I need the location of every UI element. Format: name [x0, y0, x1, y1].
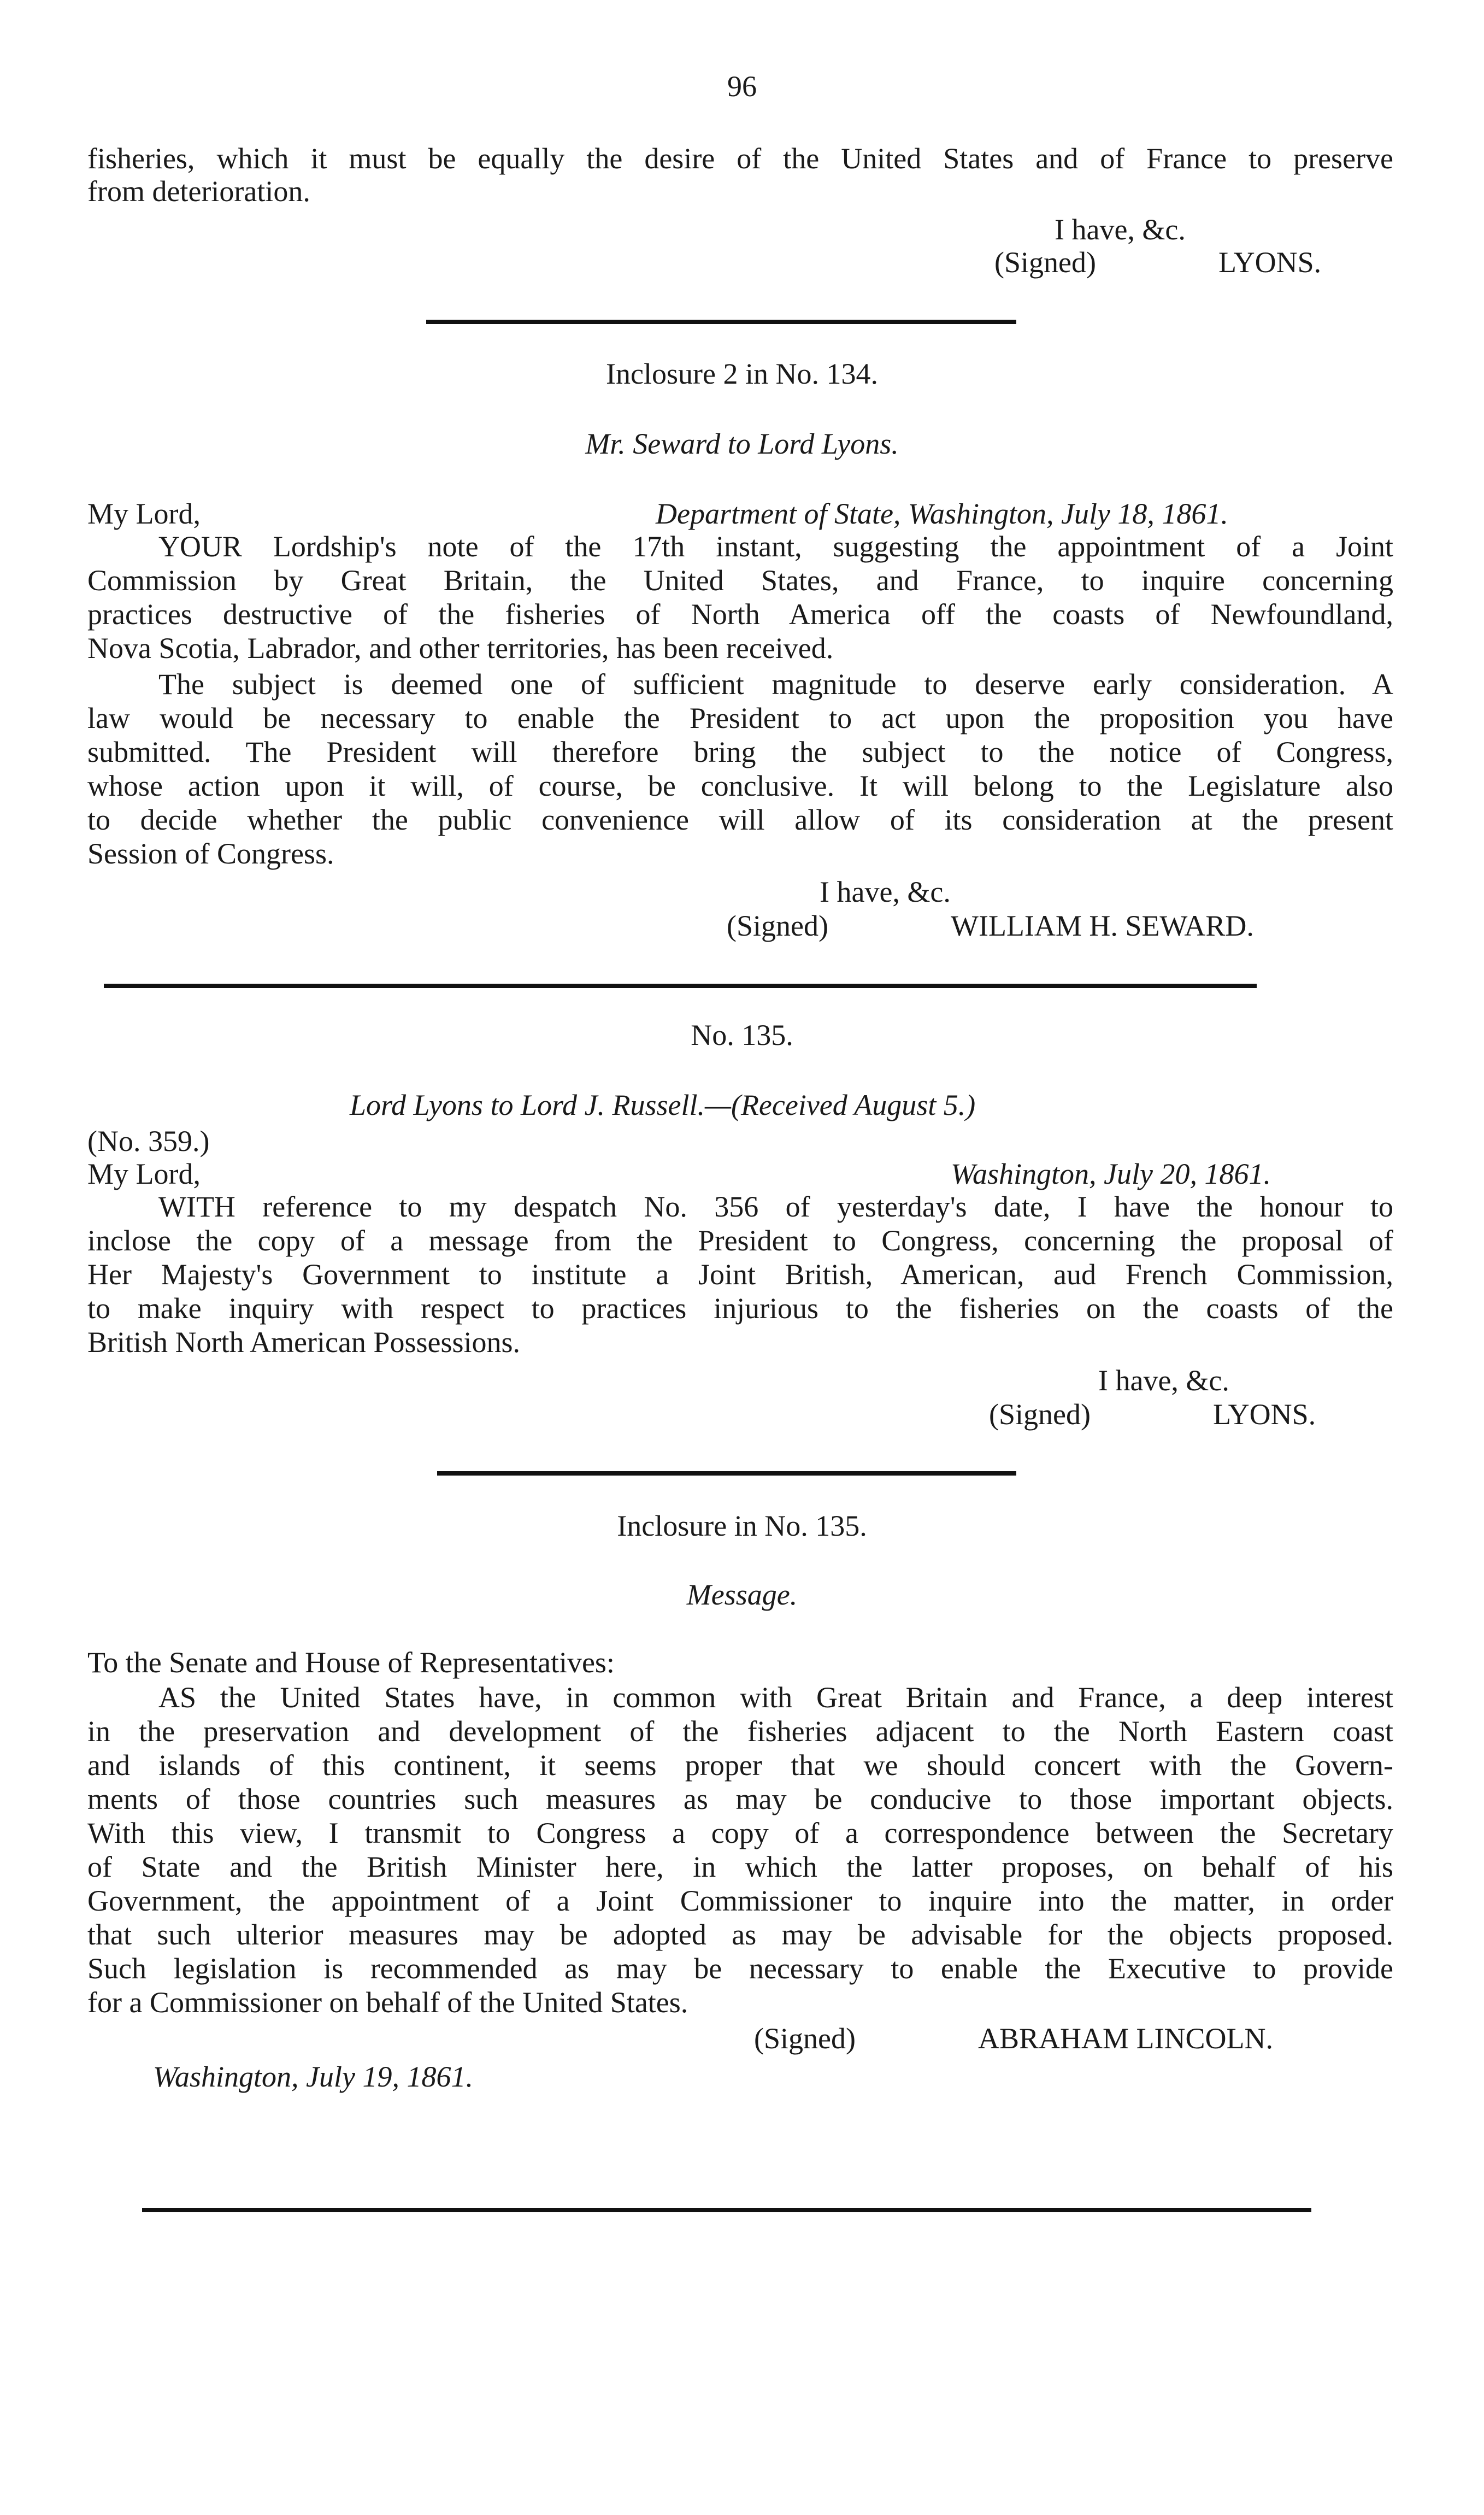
paragraph-line: to decide whether the public convenience will allow of its consideration at the present — [87, 803, 1393, 836]
paragraph-line: inclose the copy of a message from the President to Congress, concerning the proposal of — [87, 1224, 1393, 1257]
paragraph-line: With this view, I transmit to Congress a copy of a correspondence between the Secretary — [87, 1817, 1393, 1849]
paragraph-line: Session of Congress. — [87, 837, 334, 870]
page-number: 96 — [727, 70, 757, 103]
salutation: My Lord, — [87, 1157, 201, 1190]
paragraph-line: Her Majesty's Government to institute a Joint British, American, aud French Commission, — [87, 1258, 1393, 1291]
paragraph-line: ments of those countries such measures as may be conducive to those important objects. — [87, 1783, 1393, 1815]
closing-line: I have, &c. — [820, 875, 951, 908]
dateline: Washington, July 19, 1861. — [153, 2060, 473, 2093]
paragraph-line: YOUR Lordship's note of the 17th instant, suggesting the appointment of a Joint — [158, 530, 1393, 563]
signer-name: WILLIAM H. SEWARD. — [951, 909, 1254, 942]
paragraph-line: Nova Scotia, Labrador, and other territories, has been received. — [87, 632, 834, 665]
paragraph-line: submitted. The President will therefore bring the subject to the notice of Congress, — [87, 736, 1393, 768]
section-divider — [104, 984, 1257, 988]
dispatch-heading: No. 135. — [691, 1019, 793, 1051]
paragraph-line: for a Commissioner on behalf of the United States. — [87, 1986, 688, 2019]
paragraph-line: in the preservation and development of the fisheries adjacent to the North Eastern coast — [87, 1715, 1393, 1748]
salutation: My Lord, — [87, 497, 201, 530]
signer-name: LYONS. — [1213, 1398, 1316, 1431]
salutation: To the Senate and House of Representatives: — [87, 1646, 615, 1679]
section-divider — [426, 320, 1016, 324]
paragraph-line: of State and the British Minister here, in which the latter proposes, on behalf of his — [87, 1850, 1393, 1883]
inclosure-heading: Inclosure 2 in No. 134. — [606, 357, 878, 390]
signer-name: LYONS. — [1218, 246, 1322, 279]
paragraph-line: Such legislation is recommended as may be necessary to enable the Executive to provide — [87, 1952, 1393, 1985]
paragraph-line: The subject is deemed one of sufficient magnitude to deserve early consideration. A — [158, 668, 1393, 701]
inclosure-heading: Inclosure in No. 135. — [617, 1509, 867, 1542]
paragraph-line: that such ulterior measures may be adopted as may be advisable for the objects proposed. — [87, 1918, 1393, 1951]
paragraph-line: law would be necessary to enable the President to act upon the proposition you have — [87, 702, 1393, 734]
signed-label: (Signed) — [727, 909, 828, 942]
paragraph-line: AS the United States have, in common with Great Britain and France, a deep interest — [158, 1681, 1393, 1714]
page-end-divider — [142, 2208, 1311, 2212]
letter-subheading: Mr. Seward to Lord Lyons. — [585, 427, 899, 460]
paragraph-line: practices destructive of the fisheries of North America off the coasts of Newfoundland, — [87, 598, 1393, 631]
continuation-line-2: from deterioration. — [87, 175, 310, 208]
dateline: Department of State, Washington, July 18, 1861. — [656, 497, 1228, 530]
signed-label: (Signed) — [754, 2022, 856, 2055]
paragraph-line: whose action upon it will, of course, be conclusive. It will belong to the Legislature also — [87, 769, 1393, 802]
signed-label: (Signed) — [994, 246, 1096, 279]
continuation-line-1: fisheries, which it must be equally the desire of the United States and of France to preserve — [87, 142, 1393, 175]
section-divider — [437, 1471, 1016, 1476]
dateline: Washington, July 20, 1861. — [951, 1157, 1271, 1190]
paragraph-line: Government, the appointment of a Joint Commissioner to inquire into the matter, in order — [87, 1884, 1393, 1917]
message-subheading: Message. — [686, 1578, 798, 1611]
paragraph-line: to make inquiry with respect to practices injurious to the fisheries on the coasts of the — [87, 1292, 1393, 1325]
paragraph-line: WITH reference to my despatch No. 356 of yesterday's date, I have the honour to — [158, 1190, 1393, 1223]
dispatch-subheading: Lord Lyons to Lord J. Russell.—(Received August 5.) — [350, 1089, 976, 1121]
paragraph-line: British North American Possessions. — [87, 1326, 520, 1359]
closing-line: I have, &c. — [1098, 1364, 1229, 1397]
closing-line: I have, &c. — [1055, 213, 1186, 246]
paragraph-line: and islands of this continent, it seems proper that we should concert with the Govern- — [87, 1749, 1393, 1782]
signer-name: ABRAHAM LINCOLN. — [978, 2022, 1273, 2055]
signed-label: (Signed) — [989, 1398, 1091, 1431]
dispatch-reference: (No. 359.) — [87, 1125, 210, 1157]
paragraph-line: Commission by Great Britain, the United States, and France, to inquire concerning — [87, 564, 1393, 597]
